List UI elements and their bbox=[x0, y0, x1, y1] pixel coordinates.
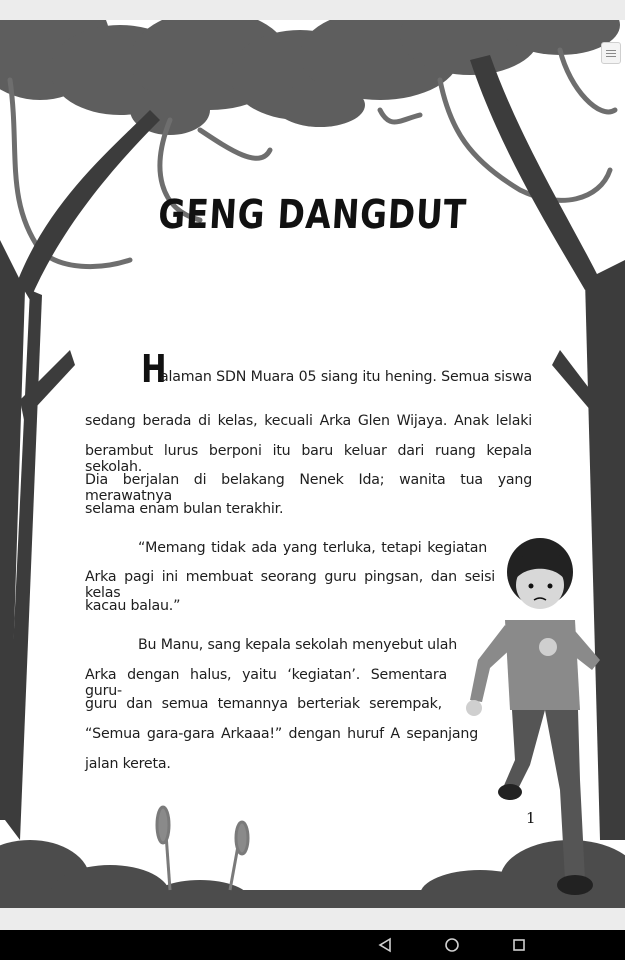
page-number: 1 bbox=[526, 809, 536, 827]
ground-bushes bbox=[0, 840, 625, 908]
circle-home-icon[interactable] bbox=[442, 936, 462, 954]
text-line: Arka pagi ini membuat seorang guru pingsan, dan seisi kelas bbox=[85, 569, 495, 601]
text-line: Arka dengan halus, yaitu ‘kegiatan’. Sementara guru- bbox=[85, 667, 447, 699]
chapter-title: GENG DANGDUT bbox=[157, 192, 468, 238]
square-recents-icon[interactable] bbox=[509, 936, 529, 954]
drop-cap: H bbox=[141, 347, 167, 391]
cattail-plants bbox=[157, 807, 248, 890]
menu-button[interactable] bbox=[601, 42, 621, 64]
text-line: “Memang tidak ada yang terluka, tetapi kegiatan bbox=[138, 540, 487, 556]
text-line: alaman SDN Muara 05 siang itu hening. Semua siswa bbox=[160, 369, 532, 385]
menu-lines-icon bbox=[606, 50, 616, 51]
tree-canopy bbox=[0, 20, 620, 135]
text-line: jalan kereta. bbox=[85, 756, 171, 772]
book-page bbox=[0, 20, 625, 908]
text-line: guru dan semua temannya berteriak serempak, bbox=[85, 696, 442, 712]
android-nav-bar bbox=[0, 930, 625, 960]
text-line: Bu Manu, sang kepala sekolah menyebut ulah bbox=[138, 637, 457, 653]
text-line: berambut lurus berponi itu baru keluar dari ruang kepala sekolah. bbox=[85, 443, 532, 475]
triangle-back-icon[interactable] bbox=[375, 936, 395, 954]
text-line: selama enam bulan terakhir. bbox=[85, 501, 284, 517]
text-line: Dia berjalan di belakang Nenek Ida; wanita tua yang merawatnya bbox=[85, 472, 532, 504]
text-line: sedang berada di kelas, kecuali Arka Glen Wijaya. Anak lelaki bbox=[85, 413, 532, 429]
text-line: kacau balau.” bbox=[85, 598, 181, 614]
text-line: “Semua gara-gara Arkaaa!” dengan huruf A sepanjang bbox=[85, 726, 478, 742]
